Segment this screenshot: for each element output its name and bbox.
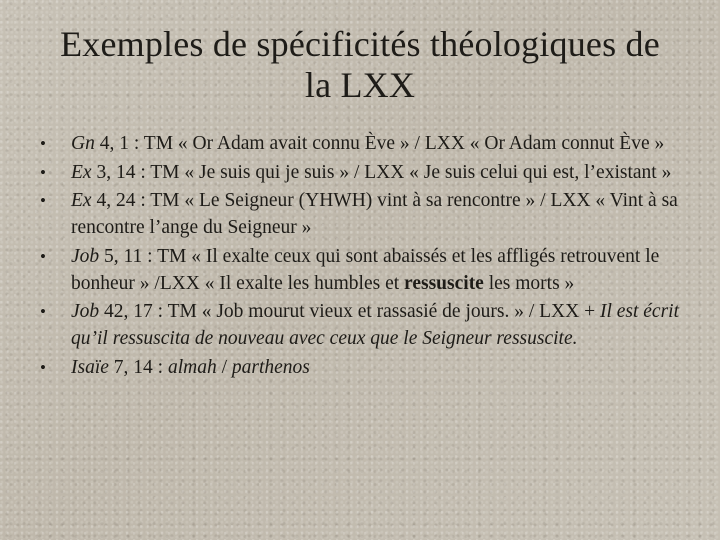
bullet-reference: Isaïe bbox=[71, 356, 109, 378]
slide-title-line-1: Exemples de spécificités théologiques de bbox=[60, 24, 660, 64]
bullet-isaie-7-14 bbox=[40, 354, 682, 381]
bullet-text: 4, 24 : TM « Le Seigneur (YHWH) vint à sa rencontre » / LXX « Vint à sa rencontre l’ange du Seigneur » bbox=[71, 190, 678, 238]
bullet-reference: Gn bbox=[71, 133, 95, 154]
bullet-text: 7, 14 : bbox=[108, 356, 168, 378]
bullet-ex-4-24 bbox=[40, 187, 682, 241]
bullet-text: 3, 14 : TM « Je suis qui je suis » / LXX « Je suis celui qui est, l’existant » bbox=[91, 161, 672, 183]
bullet-text: 5, 11 : TM « Il exalte ceux qui sont abaissés et les affligés retrouvent le bonheur » /LXX « Il exalte les humbles et bbox=[71, 245, 660, 294]
bullet-text-end: les morts » bbox=[483, 272, 575, 294]
bullet-lxx-addition: Il est écrit qu’il ressuscita de nouveau avec ceux que le Seigneur ressuscite. bbox=[71, 301, 680, 349]
slide-title bbox=[30, 24, 690, 106]
bullet-job-42-17 bbox=[40, 298, 682, 352]
greek-word: parthenos bbox=[231, 356, 310, 378]
hebrew-word: almah bbox=[167, 356, 217, 378]
bullet-ex-3-14 bbox=[40, 159, 682, 186]
bullet-job-5-11 bbox=[40, 243, 682, 297]
slide-title-line-2: la LXX bbox=[304, 65, 416, 105]
bullet-separator: / bbox=[216, 356, 232, 378]
bullet-reference: Ex bbox=[71, 190, 92, 211]
bullet-gn-4-1 bbox=[40, 130, 682, 157]
bullet-emphasis: ressuscite bbox=[404, 272, 484, 294]
bullet-reference: Ex bbox=[71, 161, 92, 183]
bullet-reference: Job bbox=[71, 245, 100, 267]
bullet-text: 4, 1 : TM « Or Adam avait connu Ève » / LXX « Or Adam connut Ève » bbox=[94, 133, 665, 154]
bullet-reference: Job bbox=[71, 301, 100, 322]
bullet-text: 42, 17 : TM « Job mourut vieux et rassasié de jours. » / LXX + bbox=[99, 301, 600, 322]
bullet-list bbox=[40, 130, 682, 382]
